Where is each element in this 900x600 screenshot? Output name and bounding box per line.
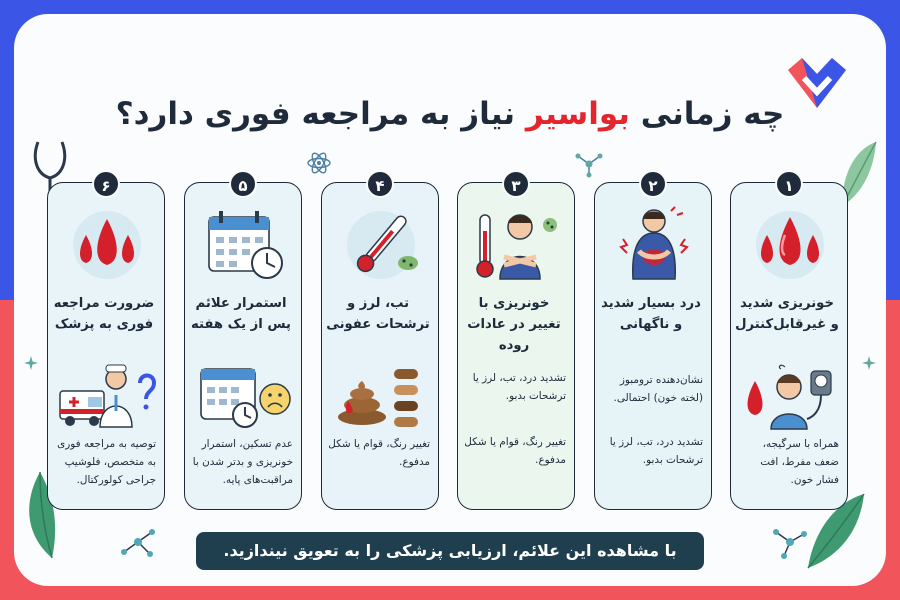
molecule-icon (118, 524, 158, 560)
title-highlight: بواسیر (525, 96, 630, 132)
card-3-number-badge: ۳ (502, 170, 530, 198)
card-5-heading: استمرار علائم پس از یک هفته (191, 296, 291, 332)
blood-drops-icon (62, 205, 152, 281)
card-4 (321, 182, 439, 510)
card-5-body: عدم تسکین، استمرار خونریزی و بدتر شدن با مراقبت‌های پایه. (192, 438, 293, 486)
molecule-icon (770, 524, 810, 560)
card-3-body-1: تشدید درد، تب، لرز یا ترشحات بدبو. (472, 372, 566, 402)
card-6-heading: ضرورت مراجعه فوری به پزشک (53, 296, 155, 332)
card-5-number-badge: ۵ (229, 170, 257, 198)
card-5 (184, 182, 302, 510)
card-2-body-2: تشدید درد، تب، لرز یا ترشحات بدبو. (609, 436, 703, 466)
atom-icon (306, 150, 332, 176)
card-1-body: همراه با سرگیجه، ضعف مفرط، افت فشار خون. (760, 438, 839, 486)
sparkle-icon (24, 356, 38, 370)
fever-chills-icon (472, 205, 562, 281)
card-6-body: توصیه به مراجعه فوری به متخصص، فلوشیپ جراحی کولورکتال. (57, 438, 156, 486)
title-suffix: نیاز به مراجعه فوری دارد؟ (115, 96, 526, 132)
card-6-number-badge: ۶ (92, 170, 120, 198)
calendar-clock-icon (199, 205, 289, 281)
footer-banner: با مشاهده این علائم، ارزیابی پزشکی را به تعویق نیندازید. (196, 532, 704, 570)
card-2-heading: درد بسیار شدید و ناگهانی (601, 296, 701, 332)
card-1-heading: خونریزی شدید و غیرقابل‌کنترل (735, 296, 839, 332)
card-4-number-badge: ۴ (366, 170, 394, 198)
card-1 (730, 182, 848, 510)
card-2-number-badge: ۲ (639, 170, 667, 198)
blood-drops-icon (745, 205, 835, 281)
card-6 (47, 182, 165, 510)
card-3-heading: خونریزی با تغییر در عادات روده (467, 296, 561, 353)
card-3 (457, 182, 575, 510)
card-1-number-badge: ۱ (775, 170, 803, 198)
doctor-ambulance-icon (58, 361, 156, 431)
stool-icon (332, 361, 430, 431)
card-2-body-1: نشان‌دهنده ترومبوز (لخته خون) احتمالی. (613, 374, 703, 404)
card-3-body-2: تغییر رنگ، قوام یا شکل مدفوع. (464, 436, 566, 466)
calendar-sad-icon (195, 361, 293, 431)
molecule-icon (574, 150, 604, 178)
title-prefix: چه زمانی (629, 96, 785, 132)
thermometer-icon (336, 205, 426, 281)
abdominal-pain-icon (609, 205, 699, 281)
card-2 (594, 182, 712, 510)
page-title (0, 96, 900, 132)
card-4-body: تغییر رنگ، قوام یا شکل مدفوع. (328, 438, 430, 468)
card-4-heading: تب، لرز و ترشحات عفونی (326, 296, 430, 332)
sparkle-icon (862, 356, 876, 370)
dizzy-patient-icon (741, 361, 839, 431)
